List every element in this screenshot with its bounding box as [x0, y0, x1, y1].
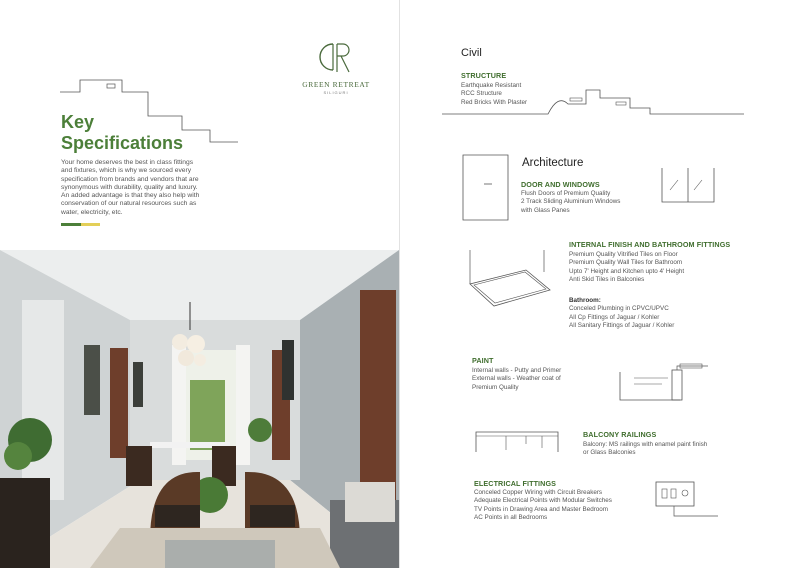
paint-line: Internal walls - Putty and Primer — [472, 367, 562, 374]
paint-text — [472, 367, 561, 392]
intro-line: conservation of our natural resources such as — [61, 200, 197, 208]
switchboard-line-art — [654, 480, 720, 520]
brand-location: SILIGURI — [323, 90, 349, 95]
intro-line: Your home deserves the best in class fittings — [61, 159, 194, 166]
door-line-art — [462, 154, 510, 222]
structure-title: STRUCTURE — [461, 71, 507, 80]
internal-line: Premium Quality Vitrified Tiles on Floor — [569, 251, 678, 258]
architecture-title: Architecture — [522, 157, 584, 169]
electrical-line: Adequate Electrical Points with Modular Switches — [474, 497, 612, 505]
doors-line: Flush Doors of Premium Quality — [521, 190, 611, 197]
bathroom-text — [569, 297, 674, 330]
intro-line: and fixtures, which is why we sourced every — [61, 167, 192, 175]
balcony-title: BALCONY RAILINGS — [583, 430, 657, 439]
civil-title: Civil — [461, 47, 482, 59]
page-title-line-2: Specifications — [61, 133, 184, 153]
interior-photo — [0, 250, 399, 568]
structure-line: Earthquake Resistant — [461, 82, 522, 89]
intro-line: An added advantage is that they also help with — [61, 192, 200, 200]
structure-line: RCC Structure — [461, 90, 502, 98]
brand-name: GREEN RETREAT — [302, 80, 370, 89]
paint-roller-line-art — [618, 362, 712, 404]
doors-line: with Glass Panes — [521, 206, 570, 214]
balcony-line: Balcony: MS railings with enamel paint finish — [583, 441, 708, 448]
window-line-art — [658, 166, 718, 206]
balcony-text — [583, 441, 707, 458]
electrical-line: Conceled Copper Wiring with Circuit Breakers — [474, 489, 603, 496]
intro-line: synonymous with durability, quality and luxury. — [61, 183, 198, 191]
right-page — [400, 0, 800, 568]
bathroom-line: Conceled Plumbing in CPVC/UPVC — [569, 305, 669, 313]
page-title — [61, 112, 183, 154]
railing-line-art — [474, 426, 560, 454]
bathroom-label: Bathroom: — [569, 297, 601, 304]
balcony-line: or Glass Balconies — [583, 449, 636, 457]
left-page — [0, 0, 399, 568]
electrical-line: AC Points in all Bedrooms — [474, 513, 548, 521]
accent-bar-green — [61, 223, 81, 226]
page-title-line-1: Key — [61, 112, 95, 132]
accent-bar-yellow — [81, 223, 100, 226]
electrical-title: ELECTRICAL FITTINGS — [474, 479, 557, 488]
intro-line: specification from brands and vendors that are — [61, 175, 199, 183]
internal-line: Upto 7' Height and Kitchen upto 4' Height — [569, 267, 685, 275]
ceiling-fixture-line-art — [464, 248, 554, 310]
intro-paragraph — [61, 159, 241, 217]
internal-finish-title: INTERNAL FINISH AND BATHROOM FITTINGS — [569, 240, 731, 249]
internal-finish-text — [569, 251, 684, 284]
doors-windows-text — [521, 190, 620, 215]
doors-line: 2 Track Sliding Aluminium Windows — [521, 198, 621, 206]
bathroom-line: All Cp Fittings of Jaguar / Kohler — [569, 313, 660, 321]
paint-title: PAINT — [472, 356, 494, 365]
electrical-line: TV Points in Drawing Area and Master Bedroom — [474, 505, 609, 513]
doors-windows-title: DOOR AND WINDOWS — [521, 180, 600, 189]
electrical-text — [474, 489, 612, 522]
structure-line-art — [440, 84, 746, 118]
intro-line: water, electricity, etc. — [61, 208, 123, 216]
paint-line: External walls - Weather coat of — [472, 375, 561, 383]
bathroom-line: All Sanitary Fittings of Jaguar / Kohler — [569, 321, 675, 329]
paint-line: Premium Quality — [472, 383, 519, 391]
internal-line: Premium Quality Wall Tiles for Bathroom — [569, 259, 683, 267]
brand-logo-icon — [315, 38, 355, 76]
structure-line: Red Bricks With Plaster — [461, 98, 528, 106]
internal-line: Anti Skid Tiles in Balconies — [569, 275, 645, 283]
